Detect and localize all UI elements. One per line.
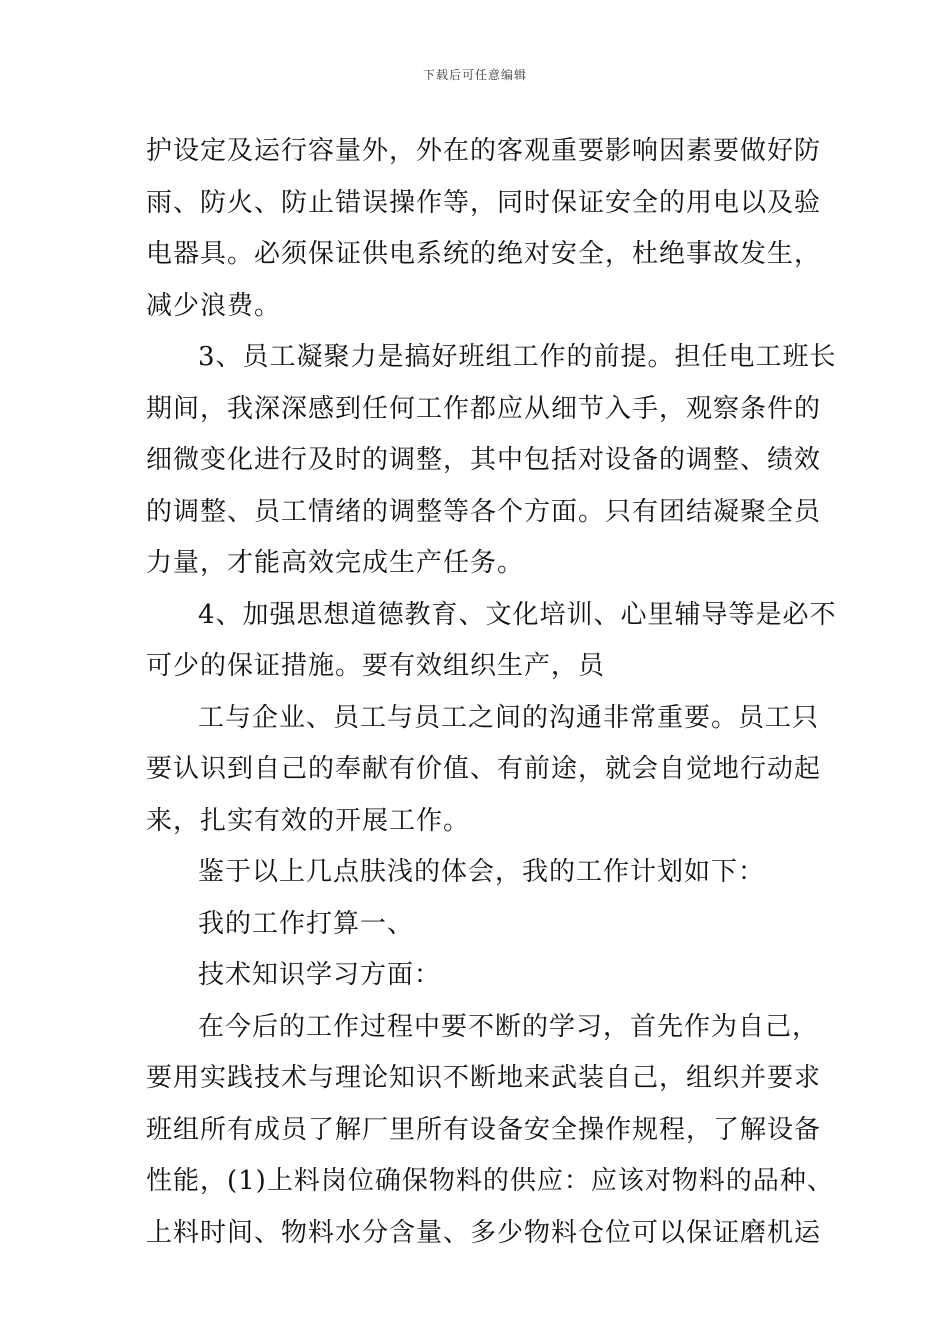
text-line: 减少浪费。 — [146, 290, 282, 321]
text-line: 细微变化进行及时的调整，其中包括对设备的调整、绩效 — [146, 445, 822, 475]
text-line: 在今后的工作过程中要不断的学习，首先作为自己， — [198, 1011, 820, 1042]
text-line: 来，扎实有效的开展工作。 — [146, 805, 471, 836]
text-line: 要认识到自己的奉献有价值、有前途，就会自觉地行动起 — [146, 754, 822, 784]
text-line: 工与企业、员工与员工之间的沟通非常重要。员工只 — [198, 702, 820, 733]
text-line: 我的工作打算一、 — [198, 908, 415, 939]
text-line: 护设定及运行容量外，外在的客观重要影响因素要做好防 — [146, 136, 822, 166]
text-line: 鉴于以上几点肤浅的体会，我的工作计划如下： — [198, 857, 766, 887]
text-line: 技术知识学习方面： — [198, 960, 442, 990]
text-line: 雨、防火、防止错误操作等，同时保证安全的用电以及验 — [146, 187, 822, 218]
text-line: 电器具。必须保证供电系统的绝对安全，杜绝事故发生， — [146, 239, 822, 269]
text-line: 的调整、员工情绪的调整等各个方面。只有团结凝聚全员 — [146, 496, 822, 527]
text-line: 3、员工凝聚力是搞好班组工作的前提。担任电工班长 — [198, 342, 837, 372]
text-line: 性能，(1)上料岗位确保物料的供应：应该对物料的品种、 — [146, 1166, 834, 1196]
text-line: 班组所有成员了解厂里所有设备安全操作规程，了解设备 — [146, 1114, 822, 1145]
text-line: 可少的保证措施。要有效组织生产，员 — [146, 651, 606, 681]
text-line: 上料时间、物料水分含量、多少物料仓位可以保证磨机运 — [146, 1217, 822, 1248]
text-line: 4、加强思想道德教育、文化培训、心里辅导等是必不 — [198, 599, 837, 630]
text-line: 要用实践技术与理论知识不断地来武装自己，组织并要求 — [146, 1063, 822, 1093]
page-header: 下载后可任意编辑 — [422, 68, 527, 82]
text-line: 期间，我深深感到任何工作都应从细节入手，观察条件的 — [146, 393, 822, 424]
text-line: 力量，才能高效完成生产任务。 — [146, 548, 525, 578]
document-body — [146, 126, 837, 1259]
